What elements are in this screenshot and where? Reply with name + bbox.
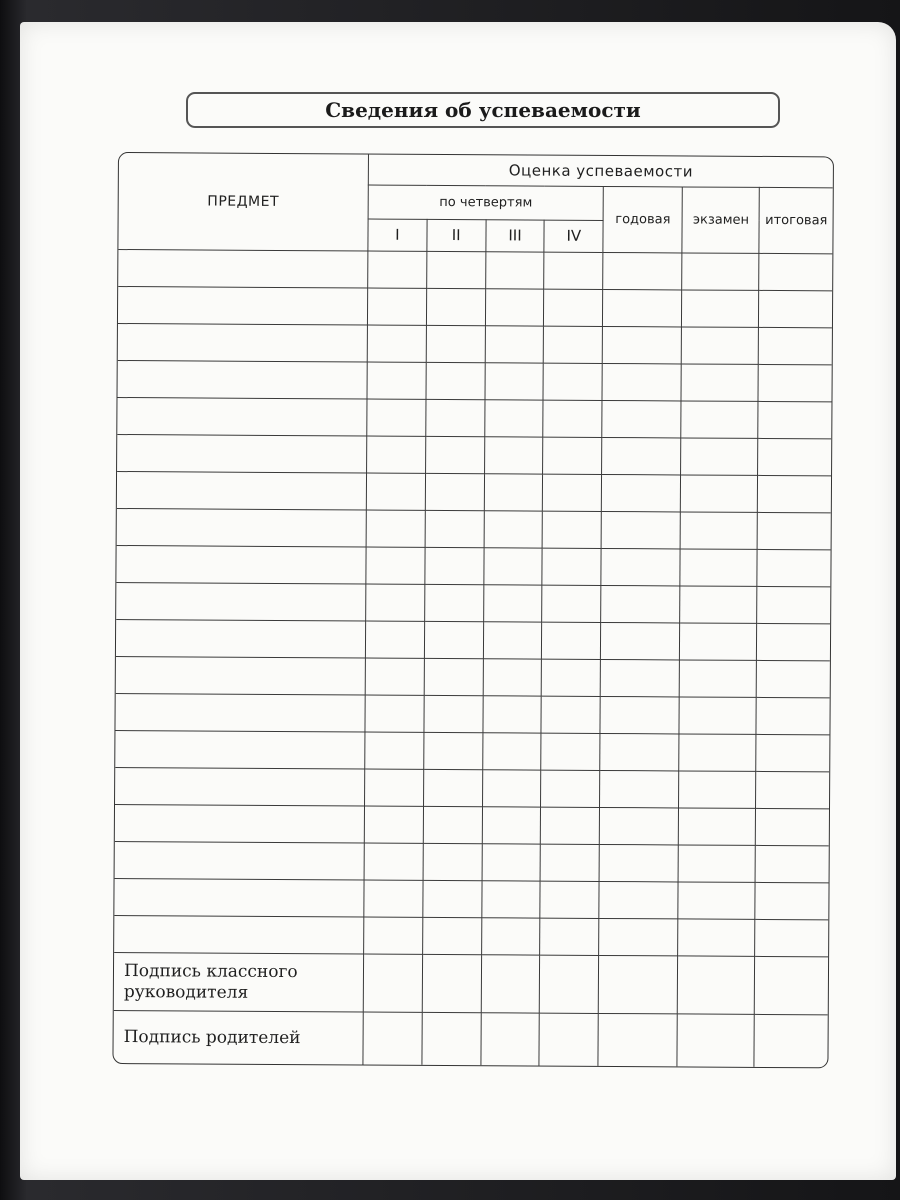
subject-row [118, 323, 832, 364]
grade-cell[interactable] [540, 844, 599, 881]
grade-cell[interactable] [602, 437, 681, 475]
grade-cell[interactable] [485, 325, 544, 362]
grade-cell[interactable] [540, 881, 599, 918]
subject-cell[interactable] [115, 805, 365, 844]
grade-cell[interactable] [541, 696, 600, 733]
grade-cell[interactable] [682, 253, 759, 291]
grade-cell[interactable] [426, 288, 485, 325]
grade-cell[interactable] [756, 771, 829, 808]
grade-cell[interactable] [426, 362, 485, 399]
grade-cell[interactable] [754, 1015, 827, 1068]
grade-cell[interactable] [366, 584, 425, 621]
grade-cell[interactable] [366, 510, 425, 547]
grade-cell[interactable] [485, 288, 544, 325]
subject-cell[interactable] [115, 768, 365, 807]
grade-cell[interactable] [601, 511, 680, 549]
page-title-box [186, 92, 780, 128]
grade-cell[interactable] [679, 771, 756, 809]
grade-cell[interactable] [364, 880, 423, 917]
grades-header: Оценка успеваемости [368, 155, 833, 188]
grade-cell[interactable] [759, 290, 832, 327]
subject-row [115, 768, 829, 809]
grade-cell[interactable] [677, 1014, 754, 1067]
quarter-1-header: I [368, 219, 427, 251]
grade-cell[interactable] [424, 621, 483, 658]
grade-cell[interactable] [424, 695, 483, 732]
grade-cell[interactable] [759, 327, 832, 364]
grade-cell[interactable] [481, 955, 540, 1013]
subject-cell[interactable] [118, 249, 368, 288]
grade-cell[interactable] [483, 659, 542, 696]
subject-cell[interactable] [117, 434, 367, 473]
grade-cell[interactable] [680, 549, 757, 587]
subject-cell[interactable] [116, 656, 366, 695]
subject-row [115, 805, 829, 846]
quarters-header: по четвертям [368, 185, 603, 220]
signature-row-teacher [114, 953, 828, 1015]
grade-cell[interactable] [485, 362, 544, 399]
grade-cell[interactable] [600, 733, 679, 771]
signature-label-parents: Подпись родителей [113, 1011, 363, 1065]
grade-cell[interactable] [542, 585, 601, 622]
grade-cell[interactable] [367, 399, 426, 436]
grade-cell[interactable] [543, 437, 602, 474]
grade-cell[interactable] [422, 1013, 481, 1066]
grade-cell[interactable] [682, 290, 759, 328]
subject-cell[interactable] [117, 508, 367, 547]
notebook-page [20, 22, 896, 1180]
grade-cell[interactable] [426, 251, 485, 288]
subject-row [114, 916, 828, 957]
grade-cell[interactable] [482, 807, 541, 844]
grade-cell[interactable] [680, 660, 757, 698]
grade-cell[interactable] [367, 362, 426, 399]
grade-cell[interactable] [366, 473, 425, 510]
grade-cell[interactable] [680, 512, 757, 550]
grade-cell[interactable] [757, 623, 830, 660]
grade-cell[interactable] [544, 326, 603, 363]
grade-cell[interactable] [482, 844, 541, 881]
grade-cell[interactable] [364, 769, 423, 806]
grade-cell[interactable] [543, 363, 602, 400]
grade-cell[interactable] [755, 846, 828, 883]
grade-cell[interactable] [541, 770, 600, 807]
grade-cell[interactable] [543, 511, 602, 548]
grade-cell[interactable] [678, 956, 755, 1015]
grade-cell[interactable] [682, 327, 759, 365]
grade-cell[interactable] [757, 549, 830, 586]
grade-cell[interactable] [543, 400, 602, 437]
grade-cell[interactable] [541, 807, 600, 844]
subject-cell[interactable] [115, 693, 365, 732]
grade-cell[interactable] [364, 843, 423, 880]
grade-cell[interactable] [544, 289, 603, 326]
grade-cell[interactable] [365, 658, 424, 695]
grades-table-frame [112, 152, 834, 1068]
quarter-3-header: III [486, 219, 545, 251]
grade-cell[interactable] [599, 919, 678, 957]
grade-cell[interactable] [423, 769, 482, 806]
grade-cell[interactable] [757, 660, 830, 697]
grade-cell[interactable] [601, 585, 680, 623]
subject-row [116, 619, 830, 660]
subject-cell[interactable] [115, 842, 365, 881]
grade-cell[interactable] [365, 621, 424, 658]
grade-cell[interactable] [756, 734, 829, 771]
final-header: итоговая [759, 187, 832, 254]
grades-table [113, 153, 833, 1067]
grade-cell[interactable] [367, 436, 426, 473]
exam-header: экзамен [682, 186, 759, 253]
grade-cell[interactable] [540, 918, 599, 955]
grade-cell[interactable] [482, 733, 541, 770]
grade-cell[interactable] [425, 547, 484, 584]
grade-cell[interactable] [681, 438, 758, 476]
grade-cell[interactable] [680, 586, 757, 624]
grade-cell[interactable] [481, 1013, 540, 1066]
subject-row [118, 360, 832, 401]
grade-cell[interactable] [544, 252, 603, 289]
grade-cell[interactable] [757, 586, 830, 623]
subject-cell[interactable] [118, 286, 368, 325]
grade-cell[interactable] [422, 918, 481, 955]
grade-cell[interactable] [542, 659, 601, 696]
grade-cell[interactable] [542, 548, 601, 585]
subject-cell[interactable] [116, 545, 366, 584]
grade-cell[interactable] [598, 1014, 677, 1067]
grade-cell[interactable] [424, 658, 483, 695]
subject-cell[interactable] [116, 619, 366, 658]
grade-cell[interactable] [758, 364, 831, 401]
grade-cell[interactable] [363, 954, 422, 1012]
subject-row [117, 471, 831, 512]
grade-cell[interactable] [425, 436, 484, 473]
grade-cell[interactable] [541, 733, 600, 770]
grade-cell[interactable] [423, 881, 482, 918]
grade-cell[interactable] [757, 512, 830, 549]
grade-cell[interactable] [485, 251, 544, 288]
subject-cell[interactable] [114, 879, 364, 918]
grade-cell[interactable] [603, 289, 682, 327]
grade-cell[interactable] [755, 957, 828, 1016]
subject-cell[interactable] [118, 323, 368, 362]
grade-cell[interactable] [602, 400, 681, 438]
grade-cell[interactable] [679, 808, 756, 846]
page-title: Сведения об успеваемости [325, 98, 641, 122]
grade-cell[interactable] [681, 401, 758, 439]
subject-cell[interactable] [116, 582, 366, 621]
grade-cell[interactable] [678, 845, 755, 883]
grade-cell[interactable] [426, 399, 485, 436]
grade-cell[interactable] [678, 882, 755, 920]
grade-cell[interactable] [483, 548, 542, 585]
grade-cell[interactable] [755, 920, 828, 957]
grade-cell[interactable] [367, 288, 426, 325]
subject-row [115, 842, 829, 883]
grade-cell[interactable] [759, 253, 832, 290]
header-row-1 [119, 153, 833, 187]
quarter-4-header: IV [544, 220, 603, 252]
grade-cell[interactable] [603, 252, 682, 290]
grade-cell[interactable] [543, 474, 602, 511]
grade-cell[interactable] [483, 696, 542, 733]
grade-cell[interactable] [542, 622, 601, 659]
grade-cell[interactable] [422, 955, 481, 1013]
subject-row [118, 286, 832, 327]
grade-cell[interactable] [602, 474, 681, 512]
subject-cell[interactable] [115, 730, 365, 769]
grade-cell[interactable] [365, 695, 424, 732]
subject-row [116, 656, 830, 697]
grade-cell[interactable] [483, 622, 542, 659]
grade-cell[interactable] [600, 808, 679, 846]
subject-row [117, 397, 831, 438]
grade-cell[interactable] [426, 325, 485, 362]
grade-cell[interactable] [758, 401, 831, 438]
subject-cell[interactable] [114, 916, 364, 955]
grade-cell[interactable] [599, 882, 678, 920]
grade-cell[interactable] [681, 475, 758, 513]
grade-cell[interactable] [600, 659, 679, 697]
grade-cell[interactable] [601, 548, 680, 586]
grade-cell[interactable] [484, 436, 543, 473]
grade-cell[interactable] [598, 956, 677, 1015]
grade-cell[interactable] [758, 438, 831, 475]
grade-cell[interactable] [679, 734, 756, 772]
grade-cell[interactable] [423, 843, 482, 880]
grade-cell[interactable] [482, 770, 541, 807]
grade-cell[interactable] [484, 511, 543, 548]
subject-cell[interactable] [117, 471, 367, 510]
grade-cell[interactable] [425, 510, 484, 547]
grade-cell[interactable] [600, 770, 679, 808]
grade-cell[interactable] [756, 808, 829, 845]
subject-row [117, 434, 831, 475]
subject-cell[interactable] [117, 397, 367, 436]
grade-cell[interactable] [679, 697, 756, 735]
grade-cell[interactable] [758, 475, 831, 512]
grade-cell[interactable] [602, 363, 681, 401]
subject-row [114, 879, 828, 920]
subject-row [117, 508, 831, 549]
subject-row [115, 730, 829, 771]
annual-header: годовая [603, 186, 682, 253]
grade-cell[interactable] [756, 697, 829, 734]
grade-cell[interactable] [424, 732, 483, 769]
quarter-2-header: II [427, 219, 486, 251]
grade-cell[interactable] [601, 622, 680, 660]
grade-cell[interactable] [481, 918, 540, 955]
grade-cell[interactable] [484, 399, 543, 436]
subject-row [116, 545, 830, 586]
signature-row-parents [113, 1011, 827, 1068]
grade-cell[interactable] [364, 806, 423, 843]
grade-cell[interactable] [484, 474, 543, 511]
grade-cell[interactable] [366, 547, 425, 584]
grade-cell[interactable] [367, 325, 426, 362]
signature-label-teacher: Подпись классного руководителя [114, 953, 364, 1013]
grade-cell[interactable] [483, 585, 542, 622]
grade-cell[interactable] [425, 473, 484, 510]
grade-cell[interactable] [539, 1013, 598, 1066]
grade-cell[interactable] [678, 919, 755, 957]
grade-cell[interactable] [363, 1012, 422, 1065]
grade-cell[interactable] [368, 251, 427, 288]
subject-row [118, 249, 832, 290]
grade-cell[interactable] [424, 584, 483, 621]
subject-header: ПРЕДМЕТ [118, 153, 368, 251]
grade-cell[interactable] [423, 806, 482, 843]
grade-cell[interactable] [600, 696, 679, 734]
subject-row [115, 693, 829, 734]
grade-cell[interactable] [599, 845, 678, 883]
subject-row [116, 582, 830, 623]
grade-cell[interactable] [365, 732, 424, 769]
grade-cell[interactable] [481, 881, 540, 918]
grade-cell[interactable] [681, 364, 758, 402]
grade-cell[interactable] [755, 883, 828, 920]
subject-cell[interactable] [118, 360, 368, 399]
grade-cell[interactable] [540, 955, 599, 1013]
grade-cell[interactable] [602, 326, 681, 364]
grade-cell[interactable] [364, 917, 423, 954]
grade-cell[interactable] [680, 623, 757, 661]
